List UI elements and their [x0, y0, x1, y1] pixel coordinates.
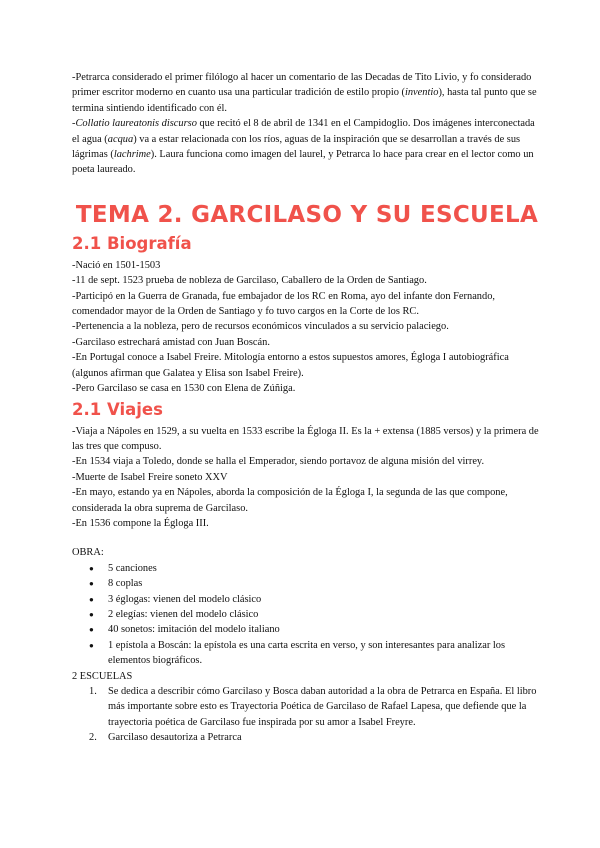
list-item: ● 2 elegías: vienen del modelo clásico	[72, 607, 542, 622]
intro-text: ) va a estar relacionada con los ríos, aguas de la inspiración que se desarrollan a través de sus lágrimas (	[72, 133, 521, 161]
list-number: 1.	[89, 686, 97, 697]
list-item: ● 40 sonetos: imitación del modelo italiano	[72, 622, 542, 637]
intro-paragraph-collatio	[72, 116, 542, 178]
intro-paragraph-petrarca	[72, 70, 542, 116]
biografia-line: -En Portugal conoce a Isabel Freire. Mitología entorno a estos supuestos amores, Égloga I autobiográfica (algunos afirman que Galatea y Elisa son Isabel Freire).	[72, 352, 509, 379]
biografia-line: -Nació en 1501-1503	[72, 259, 161, 271]
obra-list	[72, 561, 542, 669]
biografia-line: -Participó en la Guerra de Granada, fue embajador de los RC en Roma, ayo del infante don Fernando, comendador mayor de la Orden de Santiago y fo tuvo cargos en la Corte de los RC.	[72, 290, 495, 318]
viajes-body	[72, 424, 542, 532]
intro-text: ), hasta tal punto que se termina sintiendo identificado con él.	[72, 87, 537, 114]
chapter-title: TEMA 2. GARCILASO Y SU ESCUELA	[75, 201, 539, 228]
section-heading-viajes: 2.1 Viajes	[72, 399, 163, 419]
list-item	[72, 684, 542, 730]
intro-text: -Petrarca considerado el primer filólogo al hacer un comentario de las Decadas de Tito Livio, y fo considerado primer escritor moderno en cuanto usa una particular tradición de estilo propio (	[72, 72, 532, 99]
obra-label: OBRA:	[72, 547, 104, 559]
biografia-line: -Garcilaso estrechará amistad con Juan Boscán.	[72, 336, 270, 348]
viajes-line: -Muerte de Isabel Freire soneto XXV	[72, 471, 228, 483]
viajes-line: -En 1534 viaja a Toledo, donde se halla el Emperador, siendo portavoz de alguna misión del virrey.	[72, 456, 485, 468]
intro-text: que recitó el 8 de abril de 1341 en el Campidoglio. Dos imágenes interconectada el agua (	[72, 118, 535, 145]
list-text: Se dedica a describir cómo Garcilaso y Bosca daban autoridad a la obra de Petrarca en España. El libro más importante sobre esto es Trayectoria Poética de Garcilaso de Rafael Lapesa, que defiende que la trayectoria poética de Garcilaso fue inspirada por su amor a Isabel Freyre.	[108, 686, 537, 728]
viajes-line: -Viaja a Nápoles en 1529, a su vuelta en 1533 escribe la Égloga II. Es la + extensa (1885 versos) y la primera de las tres que compuso.	[72, 425, 539, 452]
list-item: ● 8 coplas	[72, 576, 542, 591]
escuelas-label: 2 ESCUELAS	[72, 670, 133, 682]
biografia-body	[72, 258, 542, 397]
list-item: ● 5 canciones	[72, 561, 542, 576]
section-heading-biografia: 2.1 Biografía	[72, 233, 192, 253]
intro-emphasis: inventio	[404, 87, 439, 99]
spacer	[72, 531, 542, 545]
intro-text: ). Laura funciona como imagen del laurel, y Petrarca lo hace para crear en el lector como un poeta laureado.	[72, 149, 534, 176]
intro-emphasis: acqua	[107, 133, 134, 145]
intro-section	[72, 70, 542, 178]
escuelas-list	[72, 684, 542, 746]
biografia-line: -11 de sept. 1523 prueba de nobleza de Garcilaso, Caballero de la Orden de Santiago.	[72, 275, 427, 287]
intro-emphasis: lachrime	[113, 149, 151, 161]
biografia-line: -Pertenencia a la nobleza, pero de recursos económicos vinculados a su servicio palaciego.	[72, 321, 449, 333]
intro-emphasis: -Collatio laureatonis discurso	[72, 118, 197, 130]
list-item: ● 3 églogas: vienen del modelo clásico	[72, 592, 542, 607]
viajes-line: -En 1536 compone la Égloga III.	[72, 517, 209, 529]
list-text: Garcilaso desautoriza a Petrarca	[108, 732, 242, 744]
list-number: 2.	[89, 732, 97, 744]
list-item: ● 1 epístola a Boscán: la epístola es una carta escrita en verso, y son interesantes para analizar los elementos biográficos.	[72, 638, 542, 669]
biografia-line: -Pero Garcilaso se casa en 1530 con Elena de Zúñiga.	[72, 383, 296, 395]
viajes-line: -En mayo, estando ya en Nápoles, aborda la composición de la Égloga I, la segunda de las que compone, considerada la obra suprema de Garcilaso.	[72, 487, 508, 514]
list-item	[72, 730, 542, 745]
